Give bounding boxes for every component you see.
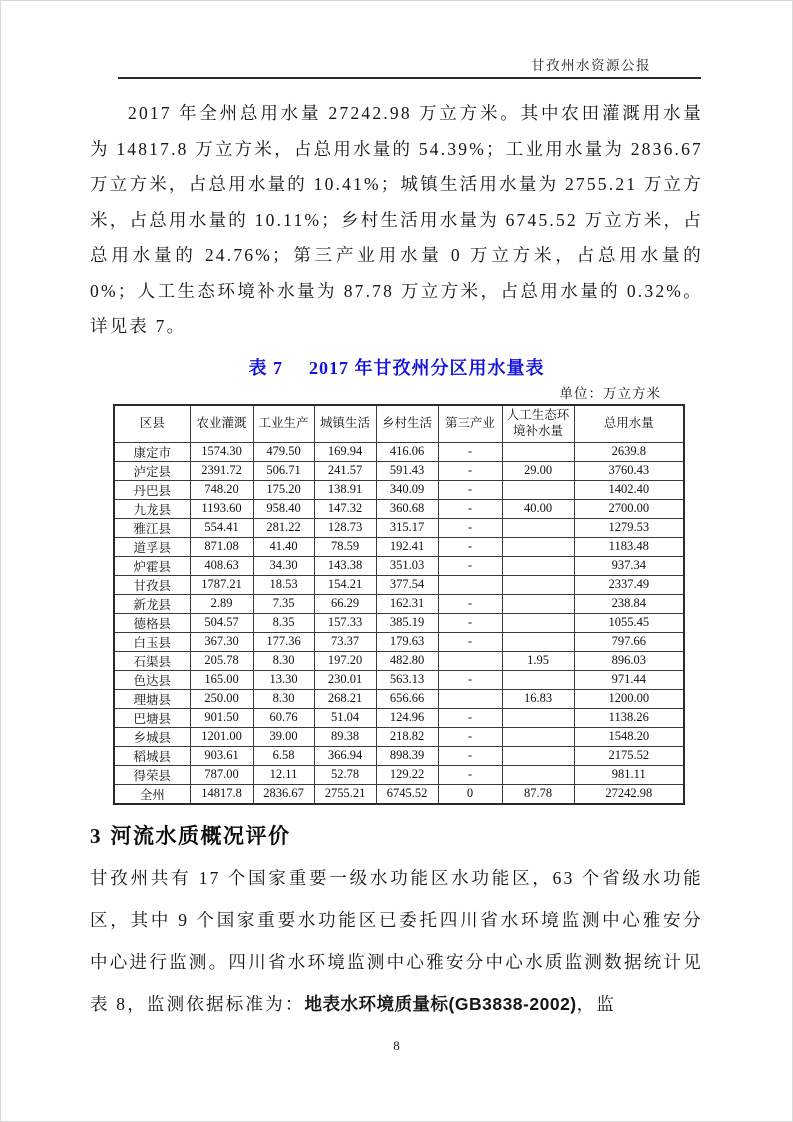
page-content: [90, 0, 703, 1025]
value-cell: 1200.00: [574, 689, 684, 708]
value-cell: 230.01: [314, 670, 376, 689]
value-cell: 1574.30: [190, 442, 253, 461]
value-cell: 8.30: [253, 689, 314, 708]
table-row: [114, 442, 684, 461]
table-row: [114, 461, 684, 480]
value-cell: 52.78: [314, 765, 376, 784]
value-cell: 12.11: [253, 765, 314, 784]
region-cell: 色达县: [114, 670, 190, 689]
value-cell: 143.38: [314, 556, 376, 575]
value-cell: 34.30: [253, 556, 314, 575]
region-cell: 稻城县: [114, 746, 190, 765]
value-cell: 165.00: [190, 670, 253, 689]
region-cell: 道孚县: [114, 537, 190, 556]
value-cell: 1548.20: [574, 727, 684, 746]
value-cell: 1055.45: [574, 613, 684, 632]
region-cell: 理塘县: [114, 689, 190, 708]
table-row: [114, 499, 684, 518]
value-cell: 554.41: [190, 518, 253, 537]
value-cell: -: [438, 461, 502, 480]
value-cell: [502, 518, 574, 537]
section-heading-number: 3: [90, 823, 101, 848]
value-cell: 1201.00: [190, 727, 253, 746]
value-cell: 66.29: [314, 594, 376, 613]
column-header: 第三产业: [438, 405, 502, 443]
region-cell: 新龙县: [114, 594, 190, 613]
value-cell: [438, 575, 502, 594]
table-row: [114, 575, 684, 594]
value-cell: 1193.60: [190, 499, 253, 518]
value-cell: 385.19: [376, 613, 438, 632]
value-cell: 147.32: [314, 499, 376, 518]
value-cell: [502, 556, 574, 575]
region-cell: 丹巴县: [114, 480, 190, 499]
value-cell: 7.35: [253, 594, 314, 613]
value-cell: 787.00: [190, 765, 253, 784]
region-cell: 全州: [114, 784, 190, 804]
table-row: [114, 670, 684, 689]
value-cell: -: [438, 556, 502, 575]
value-cell: 169.94: [314, 442, 376, 461]
value-cell: 197.20: [314, 651, 376, 670]
value-cell: 175.20: [253, 480, 314, 499]
value-cell: 408.63: [190, 556, 253, 575]
value-cell: -: [438, 670, 502, 689]
value-cell: 656.66: [376, 689, 438, 708]
region-cell: 甘孜县: [114, 575, 190, 594]
value-cell: 981.11: [574, 765, 684, 784]
value-cell: [502, 442, 574, 461]
value-cell: 2391.72: [190, 461, 253, 480]
column-header: 城镇生活: [314, 405, 376, 443]
value-cell: -: [438, 708, 502, 727]
value-cell: 797.66: [574, 632, 684, 651]
paragraph-water-quality-text: 甘孜州共有 17 个国家重要一级水功能区水功能区，63 个省级水功能区，其中 9 个国家重要水功能区已委托四川省水环境监测中心雅安分中心进行监测。四川省水环境监测中心雅安分中心水质监测数据统计见表 8，监测依据标准为：: [90, 867, 703, 1014]
value-cell: 16.83: [502, 689, 574, 708]
value-cell: -: [438, 594, 502, 613]
value-cell: 8.30: [253, 651, 314, 670]
value-cell: -: [438, 727, 502, 746]
value-cell: 281.22: [253, 518, 314, 537]
value-cell: 128.73: [314, 518, 376, 537]
value-cell: 1183.48: [574, 537, 684, 556]
table-row: [114, 556, 684, 575]
table-row: [114, 480, 684, 499]
table-row: [114, 765, 684, 784]
water-usage-table: [113, 404, 685, 805]
value-cell: 958.40: [253, 499, 314, 518]
value-cell: 179.63: [376, 632, 438, 651]
value-cell: 129.22: [376, 765, 438, 784]
value-cell: [438, 689, 502, 708]
value-cell: 157.33: [314, 613, 376, 632]
table7-title-label: 表 7: [248, 357, 283, 378]
value-cell: 871.08: [190, 537, 253, 556]
region-cell: 石渠县: [114, 651, 190, 670]
value-cell: 6.58: [253, 746, 314, 765]
value-cell: 241.57: [314, 461, 376, 480]
value-cell: 40.00: [502, 499, 574, 518]
value-cell: -: [438, 537, 502, 556]
paragraph-usage-summary: 2017 年全州总用水量 27242.98 万立方米。其中农田灌溉用水量为 14817.8 万立方米，占总用水量的 54.39%；工业用水量为 2836.67 万立方米，占总用水量的 10.41%；城镇生活用水量为 2755.21 万立方米，占总用水量的 10.11%；乡村生活用水量为 6745.52 万立方米，占总用水量的 24.76%；第三产业用水量 0 万立方米，占总用水量的 0%；人工生态环境补水量为 87.78 万立方米，占总用水量的 0.32%。详见表 7。: [90, 103, 703, 336]
value-cell: 51.04: [314, 708, 376, 727]
value-cell: 416.06: [376, 442, 438, 461]
value-cell: -: [438, 765, 502, 784]
value-cell: 218.82: [376, 727, 438, 746]
value-cell: [502, 727, 574, 746]
value-cell: 89.38: [314, 727, 376, 746]
value-cell: 0: [438, 784, 502, 804]
value-cell: 2836.67: [253, 784, 314, 804]
table-row: [114, 689, 684, 708]
value-cell: 60.76: [253, 708, 314, 727]
value-cell: 1279.53: [574, 518, 684, 537]
region-cell: 德格县: [114, 613, 190, 632]
value-cell: 1402.40: [574, 480, 684, 499]
value-cell: 192.41: [376, 537, 438, 556]
value-cell: [502, 575, 574, 594]
value-cell: 73.37: [314, 632, 376, 651]
value-cell: 971.44: [574, 670, 684, 689]
region-cell: 泸定县: [114, 461, 190, 480]
region-cell: 雅江县: [114, 518, 190, 537]
value-cell: -: [438, 518, 502, 537]
value-cell: -: [438, 442, 502, 461]
value-cell: 268.21: [314, 689, 376, 708]
table7-title: [90, 354, 703, 380]
value-cell: 563.13: [376, 670, 438, 689]
page-number: 8: [393, 1038, 400, 1053]
value-cell: [502, 480, 574, 499]
value-cell: 896.03: [574, 651, 684, 670]
value-cell: 504.57: [190, 613, 253, 632]
header-rule: [118, 77, 701, 79]
value-cell: 78.59: [314, 537, 376, 556]
value-cell: -: [438, 632, 502, 651]
region-cell: 巴塘县: [114, 708, 190, 727]
value-cell: [502, 670, 574, 689]
value-cell: [502, 537, 574, 556]
value-cell: -: [438, 480, 502, 499]
value-cell: 937.34: [574, 556, 684, 575]
value-cell: 367.30: [190, 632, 253, 651]
region-cell: 乡城县: [114, 727, 190, 746]
section-heading: [90, 820, 703, 850]
paragraph-water-quality-tail: ，监: [576, 993, 617, 1014]
value-cell: [502, 708, 574, 727]
value-cell: 2175.52: [574, 746, 684, 765]
value-cell: 154.21: [314, 575, 376, 594]
region-cell: 得荣县: [114, 765, 190, 784]
value-cell: 351.03: [376, 556, 438, 575]
table7-title-text: 2017 年甘孜州分区用水量表: [309, 357, 545, 378]
table-row: [114, 518, 684, 537]
region-cell: 白玉县: [114, 632, 190, 651]
value-cell: -: [438, 613, 502, 632]
value-cell: 506.71: [253, 461, 314, 480]
value-cell: 14817.8: [190, 784, 253, 804]
value-cell: 360.68: [376, 499, 438, 518]
table-row: [114, 651, 684, 670]
column-header: 乡村生活: [376, 405, 438, 443]
column-header: 人工生态环境补水量: [502, 405, 574, 443]
value-cell: 2337.49: [574, 575, 684, 594]
value-cell: 340.09: [376, 480, 438, 499]
region-cell: 康定市: [114, 442, 190, 461]
running-header-title: 甘孜州水资源公报: [531, 58, 651, 73]
table-row: [114, 727, 684, 746]
value-cell: 315.17: [376, 518, 438, 537]
value-cell: 8.35: [253, 613, 314, 632]
value-cell: 18.53: [253, 575, 314, 594]
value-cell: 3760.43: [574, 461, 684, 480]
region-cell: 炉霍县: [114, 556, 190, 575]
value-cell: 250.00: [190, 689, 253, 708]
value-cell: [502, 765, 574, 784]
value-cell: 903.61: [190, 746, 253, 765]
table-row: [114, 746, 684, 765]
value-cell: 591.43: [376, 461, 438, 480]
value-cell: 13.30: [253, 670, 314, 689]
value-cell: 482.80: [376, 651, 438, 670]
paragraph-water-quality: [90, 857, 703, 1025]
value-cell: 2700.00: [574, 499, 684, 518]
value-cell: -: [438, 746, 502, 765]
value-cell: 177.36: [253, 632, 314, 651]
table-row: [114, 784, 684, 804]
value-cell: [502, 594, 574, 613]
value-cell: 377.54: [376, 575, 438, 594]
value-cell: 205.78: [190, 651, 253, 670]
value-cell: [502, 632, 574, 651]
value-cell: 27242.98: [574, 784, 684, 804]
table-row: [114, 594, 684, 613]
column-header: 区县: [114, 405, 190, 443]
table7-unit-label: 单位：万立方米: [559, 385, 661, 401]
value-cell: 29.00: [502, 461, 574, 480]
value-cell: [438, 651, 502, 670]
value-cell: [502, 613, 574, 632]
value-cell: 162.31: [376, 594, 438, 613]
table-header-row: [114, 405, 684, 443]
value-cell: 2.89: [190, 594, 253, 613]
value-cell: 39.00: [253, 727, 314, 746]
table-row: [114, 632, 684, 651]
region-cell: 九龙县: [114, 499, 190, 518]
value-cell: 124.96: [376, 708, 438, 727]
table-row: [114, 537, 684, 556]
table-row: [114, 613, 684, 632]
column-header: 总用水量: [574, 405, 684, 443]
value-cell: 1787.21: [190, 575, 253, 594]
table-row: [114, 708, 684, 727]
column-header: 农业灌溉: [190, 405, 253, 443]
value-cell: 898.39: [376, 746, 438, 765]
value-cell: 2639.8: [574, 442, 684, 461]
value-cell: 238.84: [574, 594, 684, 613]
value-cell: 1.95: [502, 651, 574, 670]
gb-standard-bold-text: 地表水环境质量标(GB3838-2002): [304, 993, 577, 1014]
value-cell: [502, 746, 574, 765]
value-cell: 2755.21: [314, 784, 376, 804]
value-cell: 41.40: [253, 537, 314, 556]
value-cell: 901.50: [190, 708, 253, 727]
value-cell: 479.50: [253, 442, 314, 461]
value-cell: 748.20: [190, 480, 253, 499]
value-cell: 366.94: [314, 746, 376, 765]
value-cell: 1138.26: [574, 708, 684, 727]
value-cell: -: [438, 499, 502, 518]
value-cell: 87.78: [502, 784, 574, 804]
value-cell: 6745.52: [376, 784, 438, 804]
section-heading-title: 河流水质概况评价: [110, 823, 291, 848]
value-cell: 138.91: [314, 480, 376, 499]
column-header: 工业生产: [253, 405, 314, 443]
